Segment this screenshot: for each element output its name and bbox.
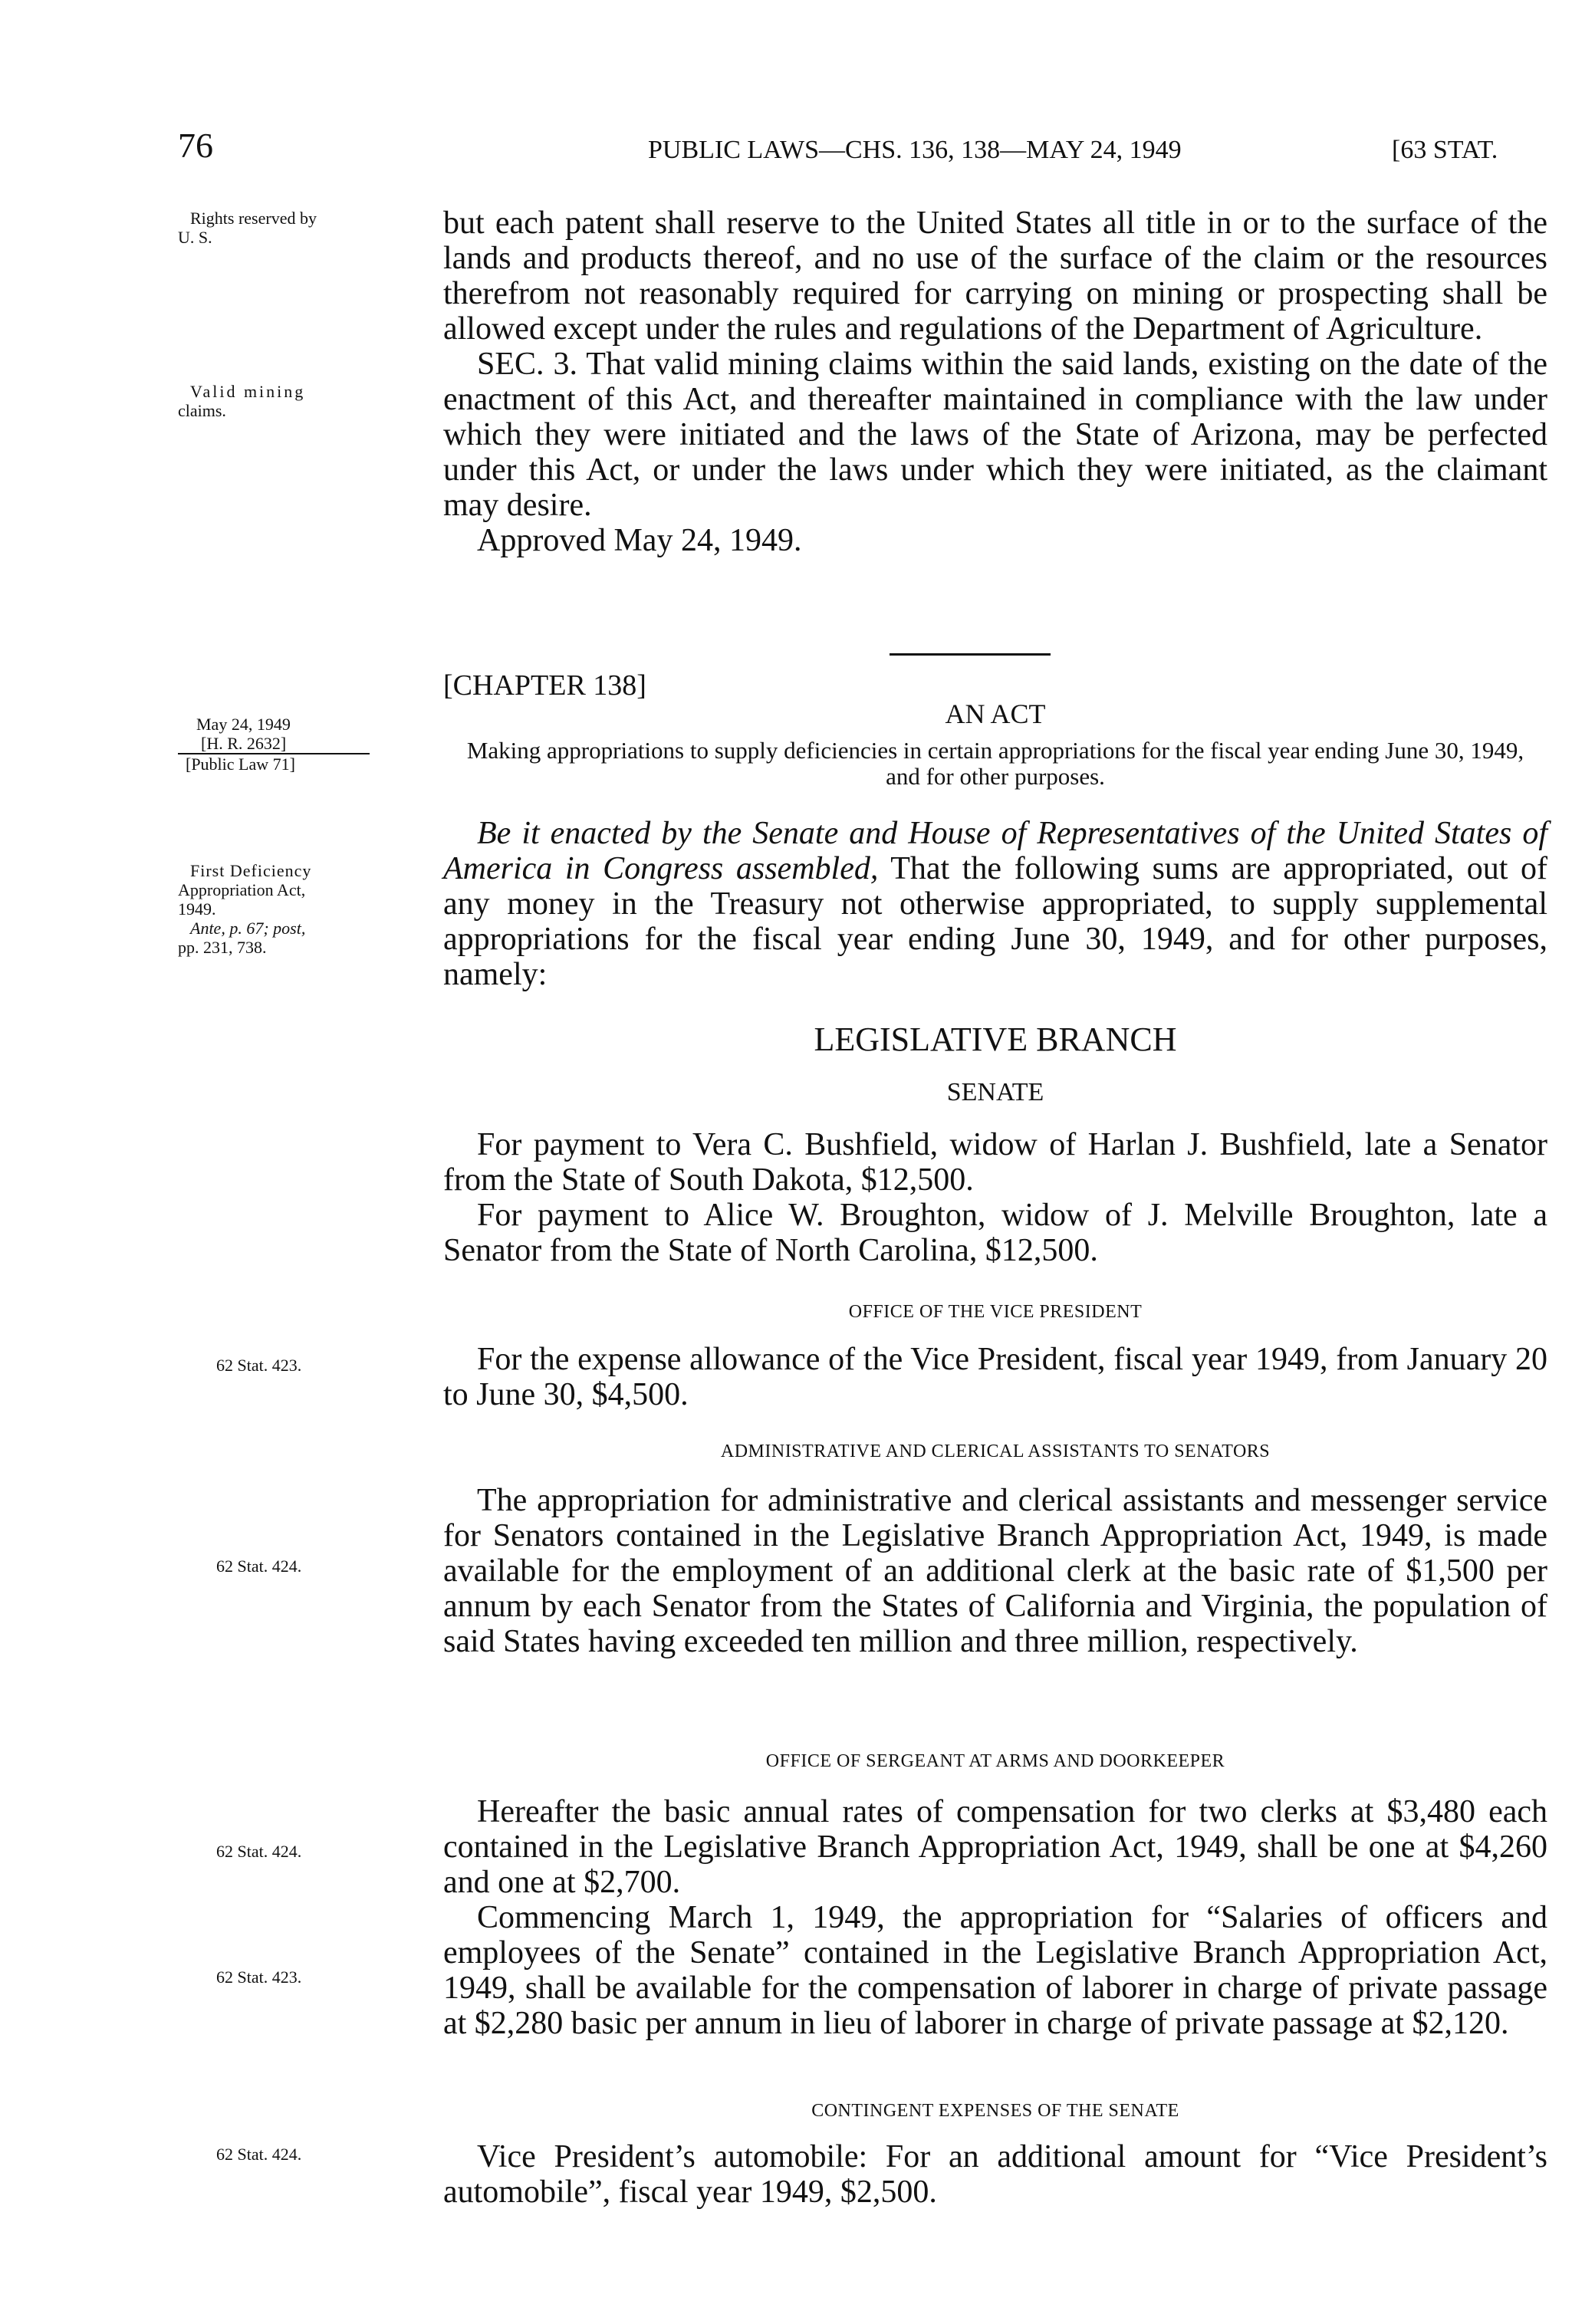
- vp-expense-allowance: For the expense allowance of the Vice President, fiscal year 1949, from January 20 to June 30, $4,500.: [443, 1342, 1547, 1412]
- margin-note-stat-424-c: 62 Stat. 424.: [216, 2145, 302, 2164]
- broughton-payment: For payment to Alice W. Broughton, widow of J. Melville Broughton, late a Senator from the State of North Carolina, $12,500.: [443, 1198, 1547, 1268]
- senate-heading: SENATE: [946, 1078, 1044, 1106]
- office-vp-heading: OFFICE OF THE VICE PRESIDENT: [848, 1302, 1143, 1322]
- enacting-clause: [443, 816, 1547, 992]
- an-act-heading: AN ACT: [945, 699, 1046, 729]
- margin-note-stat-423-a: 62 Stat. 423.: [216, 1356, 302, 1375]
- act-description: Making appropriations to supply deficiencies in certain appropriations for the fiscal year ending June 30, 1949, and for other purposes.: [466, 737, 1524, 790]
- margin-note-first-deficiency: First Deficiency Appropriation Act, 1949. Ante, p. 67; post, pp. 231, 738.: [178, 861, 312, 957]
- margin-note-stat-424-b: 62 Stat. 424.: [216, 1842, 302, 1861]
- margin-note-stat-423-b: 62 Stat. 423.: [216, 1967, 302, 1987]
- senate-widow-payments: [443, 1127, 1547, 1268]
- enacting-text: That the following sums are appropriated, out of any money in the Treasury not otherwise appropriated, to supply supplemental appropriations for the fiscal year ending June 30, 1949, and for other purposes, namely:: [443, 851, 1547, 992]
- page-number: 76: [178, 126, 213, 165]
- sergeant-at-arms-provisions: [443, 1794, 1547, 2041]
- legislative-branch-heading: LEGISLATIVE BRANCH: [814, 1021, 1177, 1058]
- admin-assistants-heading: ADMINISTRATIVE AND CLERICAL ASSISTANTS TO SENATORS: [720, 1441, 1271, 1461]
- clerk-rates-paragraph: Hereafter the basic annual rates of compensation for two clerks at $3,480 each contained in the Legislative Branch Appropriation Act, 1949, shall be one at $4,260 and one at $2,700.: [443, 1794, 1547, 1900]
- admin-assistants-paragraph: The appropriation for administrative and clerical assistants and messenger service for Senators contained in the Legislative Branch Appropriation Act, 1949, is made available for the employment of an additional clerk at the basic rate of $1,500 per annum by each Senator from the States of California and Virginia, the population of said States having exceeded ten million and three million, respectively.: [443, 1483, 1547, 1659]
- contingent-expenses-heading: CONTINGENT EXPENSES OF THE SENATE: [811, 2101, 1179, 2121]
- margin-note-rights-reserved: Rights reserved by U. S.: [178, 209, 317, 247]
- running-title: PUBLIC LAWS—CHS. 136, 138—MAY 24, 1949: [648, 136, 1182, 164]
- volume-reference: [63 STAT.: [1392, 136, 1498, 164]
- margin-note-stat-424-a: 62 Stat. 424.: [216, 1556, 302, 1576]
- approval-date: Approved May 24, 1949.: [477, 523, 802, 558]
- section-3-paragraph: SEC. 3. That valid mining claims within the said lands, existing on the date of the enactment of this Act, and thereafter maintained in compliance with the law under which they were initiated and the laws of the State of Arizona, may be perfected under this Act, or under the laws under which they were initiated, as the claimant may desire.: [443, 347, 1547, 523]
- patent-reservation-paragraph: but each patent shall reserve to the United States all title in or to the surface of the lands and products thereof, and no use of the surface of the claim or the resources therefrom not reasonably required for carrying on mining or prospecting shall be allowed except under the rules and regulations of the Department of Agriculture.: [443, 205, 1547, 347]
- enacting-formula: Be it enacted by the Senate and House of Representatives of the United States of America in Congress assembled,: [443, 816, 1547, 886]
- vp-automobile-paragraph: Vice President’s automobile: For an additional amount for “Vice President’s automobile”, fiscal year 1949, $2,500.: [443, 2139, 1547, 2210]
- sergeant-at-arms-heading: OFFICE OF SERGEANT AT ARMS AND DOORKEEPER: [765, 1751, 1225, 1771]
- bushfield-payment: For payment to Vera C. Bushfield, widow of Harlan J. Bushfield, late a Senator from the State of South Dakota, $12,500.: [443, 1127, 1547, 1198]
- separator-rule: [890, 653, 1051, 656]
- section-continuation: [443, 205, 1547, 558]
- laborer-compensation-paragraph: Commencing March 1, 1949, the appropriation for “Salaries of officers and employees of the Senate” contained in the Legislative Branch Appropriation Act, 1949, shall be available for the compensation of laborer in charge of private passage at $2,280 basic per annum in lieu of laborer in charge of private passage at $2,120.: [443, 1900, 1547, 2041]
- chapter-number: [CHAPTER 138]: [443, 669, 646, 702]
- margin-note-bill-info: May 24, 1949 [H. R. 2632] [Public Law 71]: [178, 715, 416, 774]
- margin-note-valid-claims: Valid mining claims.: [178, 382, 306, 420]
